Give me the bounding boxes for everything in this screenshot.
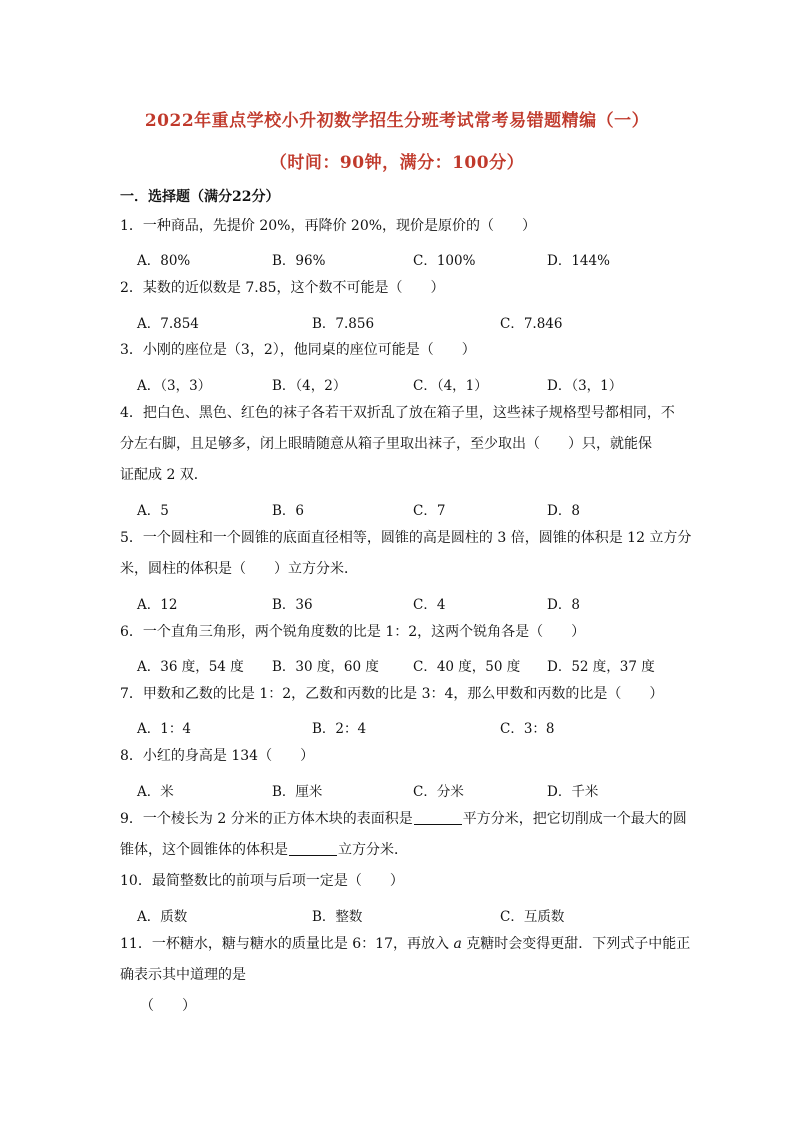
option-c: C．100% <box>413 253 476 269</box>
question-8 <box>120 741 680 772</box>
question-text: 8．小红的身高是 134（ ） <box>120 748 315 764</box>
question-text: 立方分米． <box>338 842 408 858</box>
section-heading: 一．选择题（满分22分） <box>120 189 280 205</box>
question-3 <box>120 335 680 366</box>
option-c: C．3：8 <box>500 721 555 737</box>
option-b: B．96% <box>272 253 326 269</box>
question-text: 克糖时会变得更甜．下列式子中能正 <box>466 936 691 952</box>
option-a: A．（3，3） <box>137 378 212 394</box>
option-a: A．7.854 <box>137 316 199 332</box>
answer-bracket: （ ） <box>140 998 196 1014</box>
option-a: A．1：4 <box>137 721 191 737</box>
option-d: D．8 <box>547 597 580 613</box>
question-text: 11．一杯糖水，糖与糖水的质量比是 6：17，再放入 <box>120 936 449 952</box>
question-text: 1．一种商品，先提价 20%，再降价 20%，现价是原价的（ ） <box>120 218 537 234</box>
option-a: A．质数 <box>137 909 188 925</box>
option-c: C．（4，1） <box>413 378 488 394</box>
page-subtitle: （时间：90钟，满分：100分） <box>269 153 525 173</box>
option-c: C．40 度，50 度 <box>413 659 521 675</box>
question-4-options <box>137 499 697 521</box>
question-5 <box>120 523 692 585</box>
option-b: B．2：4 <box>312 721 367 737</box>
question-8-options <box>137 780 697 802</box>
question-text-line-2: 分左右脚，且足够多，闭上眼睛随意从箱子里取出袜子，至少取出（ ）只，就能保 <box>120 436 652 452</box>
question-text-line-3: 证配成 2 双． <box>120 467 208 483</box>
option-b: B．36 <box>272 597 313 613</box>
option-a: A．80% <box>137 253 191 269</box>
option-c: C．4 <box>413 597 446 613</box>
option-b: B．30 度，60 度 <box>272 659 379 675</box>
option-a: A．12 <box>137 597 178 613</box>
question-10 <box>120 866 680 897</box>
option-b: B．7.856 <box>312 316 375 332</box>
option-d: D．8 <box>547 503 580 519</box>
question-text: 10．最简整数比的前项与后项一定是（ ） <box>120 873 404 889</box>
question-7 <box>120 679 680 710</box>
question-text-line-1 <box>120 804 687 835</box>
option-d: D．52 度，37 度 <box>547 659 655 675</box>
option-a: A．米 <box>137 784 174 800</box>
question-text-line-2: 确表示其中道理的是 <box>120 967 246 983</box>
question-10-options <box>137 905 697 927</box>
option-b: B．整数 <box>312 909 363 925</box>
question-2 <box>120 273 680 304</box>
option-a: A．5 <box>137 503 169 519</box>
question-text-line-1 <box>120 929 691 960</box>
question-3-options <box>137 374 697 396</box>
question-9 <box>120 804 687 866</box>
question-text: 锥体，这个圆锥体的体积是 <box>120 842 288 858</box>
option-a: A．36 度，54 度 <box>137 659 244 675</box>
question-11 <box>120 929 691 1022</box>
question-1 <box>120 211 680 242</box>
option-d: D．（3，1） <box>547 378 623 394</box>
question-5-options <box>137 593 697 615</box>
option-c: C．分米 <box>413 784 464 800</box>
option-b: B．厘米 <box>272 784 323 800</box>
question-6 <box>120 617 680 648</box>
question-text-line-1: 4．把白色、黑色、红色的袜子各若干双折乱了放在箱子里，这些袜子规格型号都相同，不 <box>120 405 675 421</box>
question-text: 2．某数的近似数是 7.85，这个数不可能是（ ） <box>120 280 445 296</box>
answer-blank-1[interactable] <box>414 810 462 825</box>
option-d: D．千米 <box>547 784 599 800</box>
variable-a: a <box>453 936 462 952</box>
question-text-line-1: 5．一个圆柱和一个圆锥的底面直径相等，圆锥的高是圆柱的 3 倍，圆锥的体积是 12 立方分 <box>120 530 692 546</box>
option-c: C．7.846 <box>500 316 563 332</box>
question-1-options <box>137 249 697 271</box>
question-text: 平方分米，把它切削成一个最大的圆 <box>462 811 687 827</box>
question-6-options <box>137 655 697 677</box>
question-text-line-2 <box>120 835 680 866</box>
page-title: 2022年重点学校小升初数学招生分班考试常考易错题精编（一） <box>144 111 650 131</box>
question-7-options <box>137 717 697 739</box>
answer-blank-2[interactable] <box>289 841 337 856</box>
option-c: C．互质数 <box>500 909 565 925</box>
option-c: C．7 <box>413 503 446 519</box>
question-text: 6．一个直角三角形，两个锐角度数的比是 1：2，这两个锐角各是（ ） <box>120 624 586 640</box>
question-text: 7．甲数和乙数的比是 1：2，乙数和丙数的比是 3：4，那么甲数和丙数的比是（ ） <box>120 686 664 702</box>
option-d: D．144% <box>547 253 610 269</box>
question-2-options <box>137 312 697 334</box>
option-b: B．6 <box>272 503 305 519</box>
option-b: B．（4，2） <box>272 378 347 394</box>
question-text: 9．一个棱长为 2 分米的正方体木块的表面积是 <box>120 811 413 827</box>
question-4 <box>120 398 680 491</box>
question-text: 3．小刚的座位是（3，2），他同桌的座位可能是（ ） <box>120 342 476 358</box>
question-text-line-2: 米，圆柱的体积是（ ）立方分米． <box>120 561 358 577</box>
